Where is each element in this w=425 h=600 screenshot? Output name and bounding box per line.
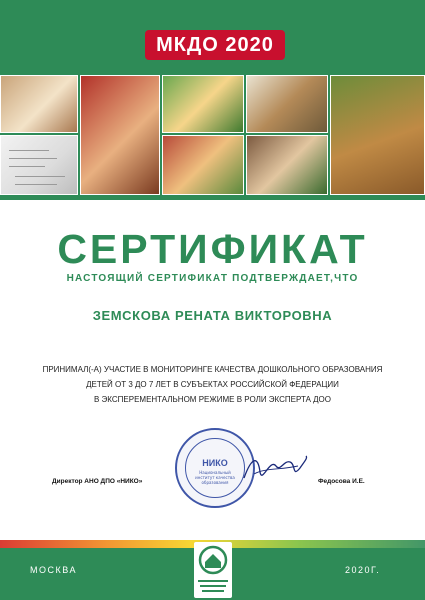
certificate-title: СЕРТИФИКАТ [57,226,368,272]
seal-name: НИКО [202,458,228,468]
photo-documents [0,135,78,195]
director-label: Директор АНО ДПО «НИКО» [52,478,143,485]
photo-child-writing [0,75,78,133]
certificate-subtitle: НАСТОЯЩИЙ СЕРТИФИКАТ ПОДТВЕРЖДАЕТ,ЧТО [66,273,359,284]
photo-teacher-reading [246,75,328,133]
body-line: В ЭКСПЕРЕМЕНТАЛЬНОМ РЕЖИМЕ В РОЛИ ЭКСПЕРТА ДОО [93,395,332,404]
photo-girl-smiling [162,75,244,133]
certificate-body [40,362,385,407]
photo-children-circle [80,75,160,195]
director-name: Федосова И.Е. [318,478,365,485]
mkdo-logo: МКДО 2020 [145,30,285,60]
niko-logo-icon [192,540,234,600]
seal-ring [185,438,245,498]
photo-children-outdoors [330,75,425,195]
director-signature [240,448,310,488]
recipient-name: ЗЕМСКОВА РЕНАТА ВИКТОРОВНА [92,308,333,323]
photo-child-drawing [246,135,328,195]
body-line: ПРИНИМАЛ(-А) УЧАСТИЕ В МОНИТОРИНГЕ КАЧЕСТВА ДОШКОЛЬНОГО ОБРАЗОВАНИЯ [42,365,383,374]
footer-city: МОСКВА [30,565,77,575]
photo-classroom [162,135,244,195]
footer-year: 2020Г. [345,565,381,575]
seal-subtitle: Национальный институт качества образования [195,470,235,485]
body-line: ДЕТЕЙ ОТ 3 ДО 7 ЛЕТ В СУБЪЕКТАХ РОССИЙСКОЙ ФЕДЕРАЦИИ [86,380,339,389]
